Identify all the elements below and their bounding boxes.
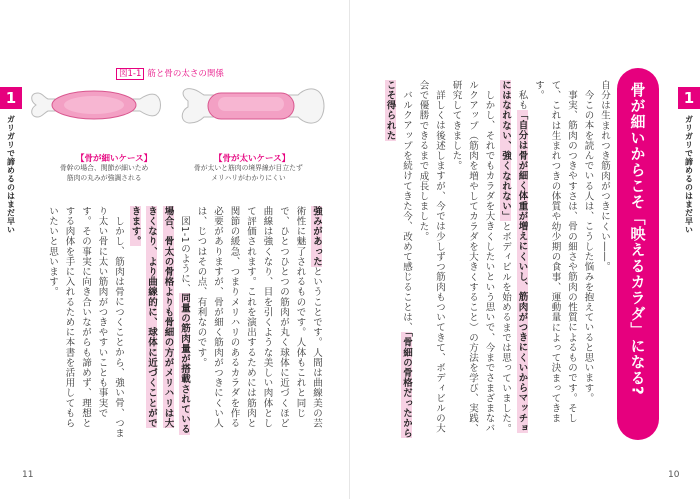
figure-title: 図1-1 筋と骨の太さの関係 xyxy=(116,67,224,79)
bone-muscle-illustration xyxy=(28,83,326,143)
thin-case-title: 【骨が細いケース】 xyxy=(76,154,153,164)
paragraph: 今この本を読んでいる人は、こうした悩みを抱えていると思います。 xyxy=(582,89,594,403)
intro-line: 自分は生まれつき筋肉がつきにくい――。 xyxy=(599,80,610,272)
thick-case-title: 【骨が太いケース】 xyxy=(214,154,291,164)
page-number-left: 11 xyxy=(22,470,34,480)
paragraph: 詳しくは後述しますが、今では少しずつ筋肉もついてきて、ボディビルの大会で優勝できるまで成長しました。 xyxy=(417,80,445,433)
paragraph: 事実、筋肉のつきやすさは、骨の細さや筋肉の性質によるものです。そして、これは生まれつきの体質や幼少期の食事、運動量によって決まってきます。 xyxy=(533,80,577,424)
thick-case-desc: 骨が太いと筋肉の境界線が目立たず メリハリがわかりにくい xyxy=(194,164,303,182)
left-page-body xyxy=(28,206,324,438)
paragraph: 強みがあったということです。人間は曲線美の芸術性に魅了されるものです。人体もこれと同じで、ひとつひとつの筋肉が丸く球体に近づくほど曲線は強くなり、目を引くような美しい肉体として評価されます。これを演出するためには筋肉と関節の緩急、つまりメリハリのあるカラダを作る必要がありますが、骨が細く筋肉がつきにくい人は、じつはその点、有利なのです。 xyxy=(195,206,322,429)
paragraph: しかし、それでもカラダを大きくしたいという思いで、今までさまざまなバルクアップ（筋肉を増やしてカラダを大きくすること）の方法を学び、実践、研究してきました。 xyxy=(450,80,495,434)
chapter-tab-number-right: 1 xyxy=(678,87,700,109)
right-page-body xyxy=(384,80,612,442)
paragraph: しかし、筋肉は骨につくことから、強い骨、つまり太い骨に太い筋肉がつきやすいことも事実です。その事実に向き合いながらも諦めず、理想とする肉体を手に入れるために本書を活用してもらいたいと思います。 xyxy=(47,206,124,438)
page-number-right: 10 xyxy=(668,470,680,480)
chapter-tab-number-left: 1 xyxy=(0,87,22,109)
thin-case-desc: 骨幹の場合、関節が細いため 筋肉の丸みが強調される xyxy=(60,164,149,182)
paragraph: 図1-1のように、同量の筋肉量が搭載されている場合、骨太の骨格よりも骨細の方がメリハリは大きくなり、より曲線的に、球体に近づくことができます。 xyxy=(129,206,190,435)
chapter-tab-label-right: ガリガリで諦めるのはまだ早い xyxy=(684,115,694,234)
paragraph: バルクアップを続けてきた今、改めて感じることは、「骨細の骨格だったからこそ得られた xyxy=(384,80,412,439)
thin-bone-illustration xyxy=(32,91,161,119)
thick-bone-illustration xyxy=(182,89,324,123)
figure-bone-muscle xyxy=(28,67,326,182)
section-heading: 骨が細いからこそ「映えるカラダ」になる? xyxy=(628,82,647,396)
paragraph: 私も「自分は骨が細く体重が増えにくいし、筋肉がつきにくいからマッチョにはなれない、強くなれない」とボディビルを始めるまでは思っていました。 xyxy=(500,80,528,434)
chapter-tab-label-left: ガリガリで諦めるのはまだ早い xyxy=(6,115,16,234)
